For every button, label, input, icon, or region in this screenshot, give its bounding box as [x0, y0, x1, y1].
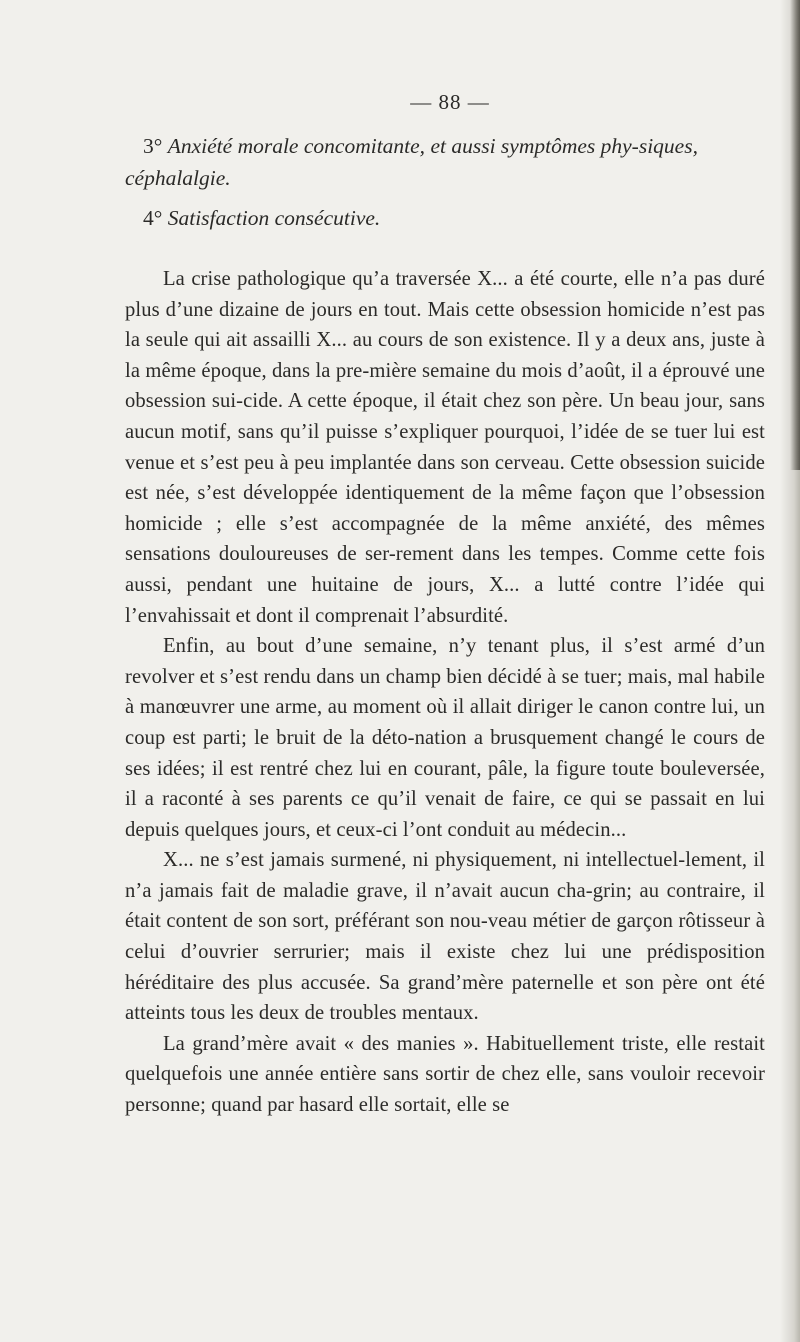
paragraph-3: X... ne s’est jamais surmené, ni physiquement, ni intellectuel-lement, il n’a jamais fait de maladie grave, il n’avait aucun cha-grin; au contraire, il était content de son sort, préférant son nou-veau métier de garçon rôtisseur à celui d’ouvrier serrurier; mais il existe chez lui une prédisposition héréditaire des plus accusée. Sa grand’mère paternelle et son père ont été atteints tous les deux de troubles mentaux. [125, 849, 765, 1025]
paragraph-4: La grand’mère avait « des manies ». Habituellement triste, elle restait quelquefois une année entière sans sortir de chez elle, sans vouloir recevoir personne; quand par hasard elle sortait, elle se [125, 1032, 765, 1117]
list-item-4 [125, 202, 765, 234]
item-italic-text: Anxiété morale concomitante, [167, 134, 426, 158]
item-italic-text: Satisfaction consécutive. [167, 206, 381, 230]
paragraph-2: Enfin, au bout d’une semaine, n’y tenant plus, il s’est armé d’un revolver et s’est rendu dans un champ bien décidé à se tuer; mais, mal habile à manœuvrer une arme, au moment où il allait diriger le canon contre lui, un coup est parti; le bruit de la déto-nation a brusquement changé le cours de ses idées; il est rentré chez lui en courant, pâle, la figure toute bouleversée, il a raconté à ses parents ce qu’il venait de faire, ce qui se passait en lui depuis quelques jours, et ceux-ci l’ont conduit au médecin... [125, 635, 765, 841]
page-number: — 88 — [410, 90, 490, 114]
paragraph-1: La crise pathologique qu’a traversée X... a été courte, elle n’a pas duré plus d’une dizaine de jours en tout. Mais cette obsession homicide n’est pas la seule qui ait assailli X... au cours de son existence. Il y a deux ans, juste à la même époque, dans la pre-mière semaine du mois d’août, il a éprouvé une obsession sui-cide. A cette époque, il était chez son père. Un beau jour, sans aucun motif, sans qu’il puisse s’expliquer pourquoi, l’idée de se tuer lui est venue et s’est peu à peu implantée dans son cerveau. Cette obsession suicide est née, s’est développée identiquement de la même façon que l’obsession homicide ; elle s’est accompagnée de la même anxiété, des mêmes sensations douloureuses de ser-rement dans les tempes. Comme cette fois aussi, pendant une huitaine de jours, X... a lutté contre l’idée qui l’envahissait et dont il comprenait l’absurdité. [125, 268, 765, 627]
page-edge-dark [790, 0, 800, 470]
spacer [125, 234, 765, 264]
page-text-block [125, 88, 765, 1121]
list-item-3 [125, 130, 765, 194]
item-italic-tail: symptômes phy-siques, céphalalgie. [125, 134, 698, 190]
item-number: 3° [143, 134, 163, 158]
item-number: 4° [143, 206, 163, 230]
item-connector: et aussi [430, 134, 496, 158]
